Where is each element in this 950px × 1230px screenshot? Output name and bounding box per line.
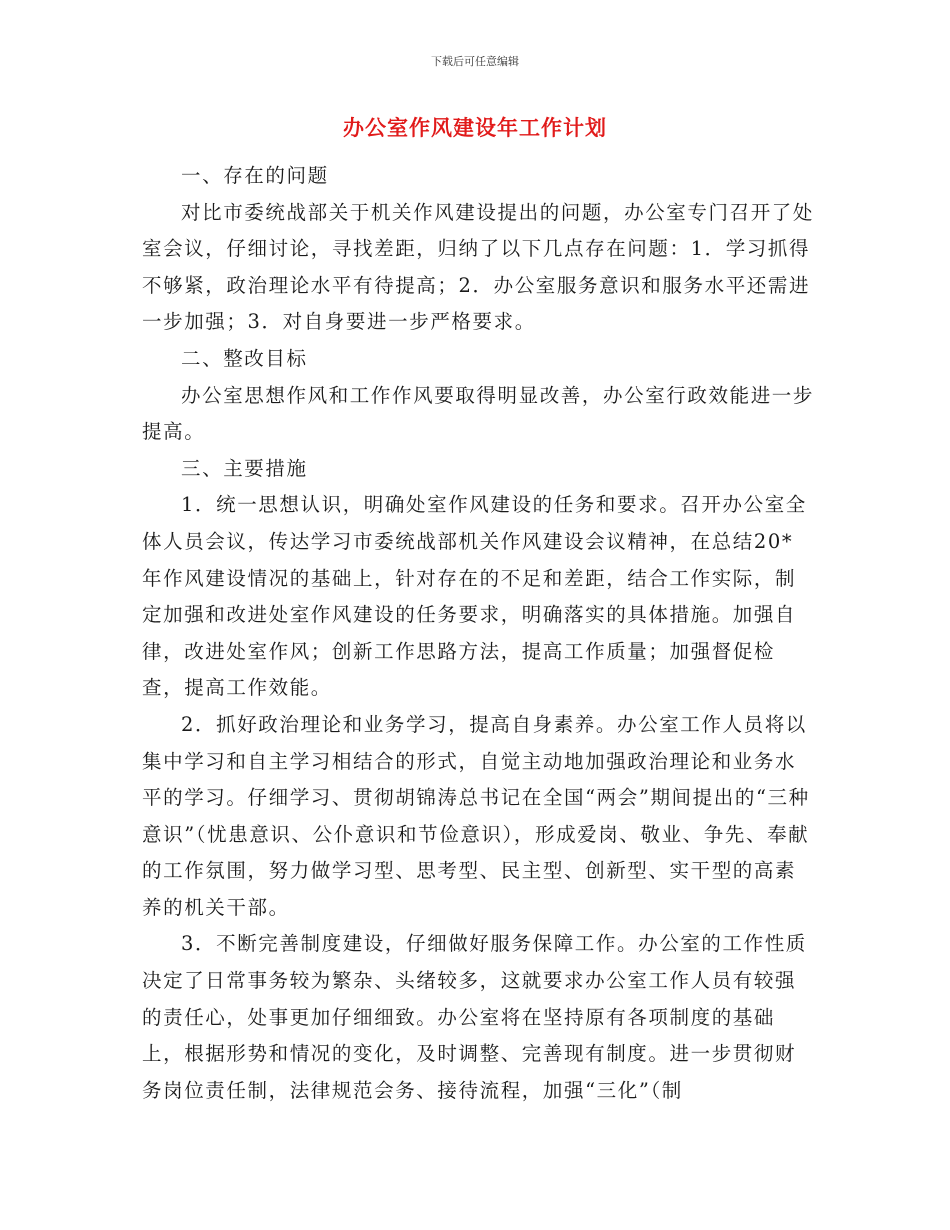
document-body [142,158,814,1109]
document-title: 办公室作风建设年工作计划 [343,116,607,140]
paragraph-measure-3: 3．不断完善制度建设，仔细做好服务保障工作。办公室的工作性质决定了日常事务较为繁杂、头绪较多，这就要求办公室工作人员有较强的责任心，处事更加仔细细致。办公室将在坚持原有各项制度的基础上，根据形势和情况的变化，及时调整、完善现有制度。进一步贯彻财务岗位责任制，法律规范会务、接待流程，加强“三化”（制 [142,932,807,1102]
section-heading-problems: 一、存在的问题 [181,164,329,187]
section-heading-measures: 三、主要措施 [181,456,308,480]
section-heading-goals: 二、整改目标 [181,346,308,370]
paragraph-problems: 对比市委统战部关于机关作风建设提出的问题，办公室专门召开了处室会议，仔细讨论，寻找差距，归纳了以下几点存在问题：1．学习抓得不够紧，政治理论水平有待提高；2．办公室服务意识和服务水平还需进一步加强；3．对自身要进一步严格要求。 [142,200,815,334]
paragraph-goals: 办公室思想作风和工作作风要取得明显改善，办公室行政效能进一步提高。 [142,383,815,444]
paragraph-measure-2: 2．抓好政治理论和业务学习，提高自身素养。办公室工作人员将以集中学习和自主学习相结合的形式，自觉主动地加强政治理论和业务水平的学习。仔细学习、贯彻胡锦涛总书记在全国“两会”期间提出的“三种意识”（忧患意识、公仆意识和节俭意识），形成爱岗、敬业、争先、奉献的工作氛围，努力做学习型、思考型、民主型、创新型、实干型的高素养的机关干部。 [142,712,810,919]
paragraph-measure-1: 1．统一思想认识，明确处室作风建设的任务和要求。召开办公室全体人员会议，传达学习市委统战部机关作风建设会议精神，在总结20*年作风建设情况的基础上，针对存在的不足和差距，结合工作实际，制定加强和改进处室作风建设的任务要求，明确落实的具体措施。加强自律，改进处室作风；创新工作思路方法，提高工作质量；加强督促检查，提高工作效能。 [142,493,807,700]
header-note: 下载后可任意编辑 [431,55,519,68]
